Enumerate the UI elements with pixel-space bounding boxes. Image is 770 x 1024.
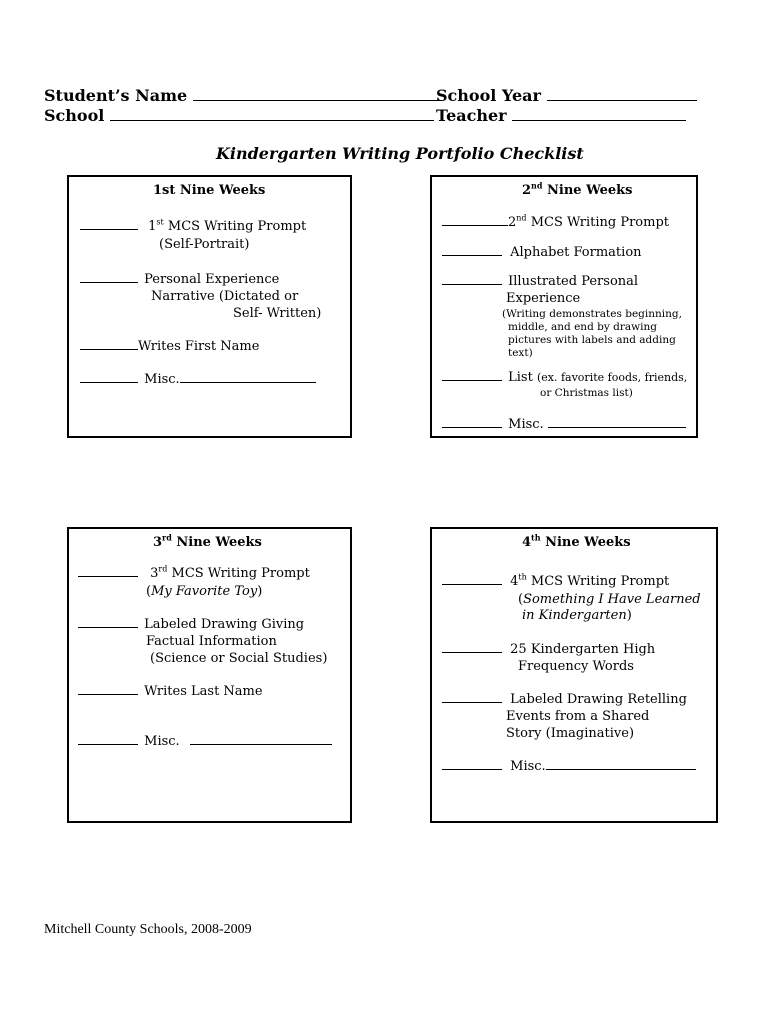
check-blank[interactable] [442,583,502,585]
item-note: (Writing demonstrates beginning, [502,308,682,320]
item-note: or Christmas list) [540,387,633,399]
checklist-item-second-prompt: 2nd MCS Writing Prompt [442,215,669,230]
checklist-item-high-frequency: 25 Kindergarten High [442,642,655,657]
check-blank[interactable] [442,224,508,226]
item-sub: (Something I Have Learned [518,592,701,607]
checklist-item-labeled-drawing: Labeled Drawing Giving [78,617,304,632]
teacher-line[interactable] [512,119,686,121]
box-title: 2nd Nine Weeks [522,180,633,198]
item-line: (Science or Social Studies) [150,651,328,666]
page-title: Kindergarten Writing Portfolio Checklist [216,144,584,163]
check-blank[interactable] [442,701,502,703]
checklist-item-illustrated: Illustrated Personal [442,274,638,289]
item-sub: in Kindergarten) [522,608,632,623]
box-title: 1st Nine Weeks [153,183,266,198]
item-sub: (My Favorite Toy) [146,584,263,599]
checklist-item-misc: Misc. [80,372,316,387]
item-line: Story (Imaginative) [506,726,635,741]
item-line: Factual Information [146,634,277,649]
check-blank[interactable] [80,348,138,350]
school-year-field[interactable] [436,86,697,105]
third-nine-weeks-box [67,527,352,823]
check-blank[interactable] [442,651,502,653]
checklist-item-first-name: Writes First Name [80,339,259,354]
student-name-label: Student’s Name [44,86,188,105]
misc-line[interactable] [190,743,332,745]
check-blank[interactable] [80,228,138,230]
checklist-item-misc: Misc. [442,759,696,774]
student-name-field[interactable] [44,86,441,105]
misc-line[interactable] [180,381,316,383]
item-sub: (Self-Portrait) [159,237,250,252]
checklist-item-misc: Misc. [442,417,686,432]
item-line: Self- Written) [233,306,322,321]
item-note: middle, and end by drawing [508,321,657,333]
checklist-item-personal-experience: Personal Experience [80,272,279,287]
check-blank[interactable] [80,381,138,383]
first-nine-weeks-box [67,175,352,438]
misc-line[interactable] [546,768,696,770]
school-label: School [44,106,105,125]
checklist-item-third-prompt: 3rd MCS Writing Prompt [78,566,310,581]
teacher-label: Teacher [436,106,507,125]
checklist-item-fourth-prompt: 4th MCS Writing Prompt [442,574,669,589]
item-line: Narrative (Dictated or [151,289,299,304]
checklist-item-misc: Misc. [78,734,332,749]
item-line: Frequency Words [518,659,634,674]
check-blank[interactable] [442,426,502,428]
check-blank[interactable] [442,283,502,285]
check-blank[interactable] [78,693,138,695]
school-field[interactable] [44,106,434,125]
checklist-item-retelling: Labeled Drawing Retelling [442,692,687,707]
fourth-nine-weeks-box [430,527,718,823]
footer-text: Mitchell County Schools, 2008-2009 [44,922,252,937]
student-name-line[interactable] [193,99,441,101]
box-title: 3rd Nine Weeks [153,532,262,550]
checklist-item-last-name: Writes Last Name [78,684,263,699]
check-blank[interactable] [442,379,502,381]
check-blank[interactable] [442,254,502,256]
second-nine-weeks-box [430,175,698,438]
checklist-item-first-prompt: 1st MCS Writing Prompt [80,219,306,234]
check-blank[interactable] [78,626,138,628]
check-blank[interactable] [78,575,138,577]
check-blank[interactable] [78,743,138,745]
box-title: 4th Nine Weeks [522,532,631,550]
item-note: text) [508,347,533,359]
check-blank[interactable] [80,281,138,283]
checklist-item-list: List (ex. favorite foods, friends, [442,370,687,385]
school-line[interactable] [110,119,434,121]
school-year-label: School Year [436,86,541,105]
checklist-item-alphabet: Alphabet Formation [442,245,642,260]
item-line: Experience [506,291,581,306]
misc-line[interactable] [548,426,686,428]
school-year-line[interactable] [547,99,697,101]
item-line: Events from a Shared [506,709,650,724]
teacher-field[interactable] [436,106,686,125]
item-note: pictures with labels and adding [508,334,676,346]
check-blank[interactable] [442,768,502,770]
